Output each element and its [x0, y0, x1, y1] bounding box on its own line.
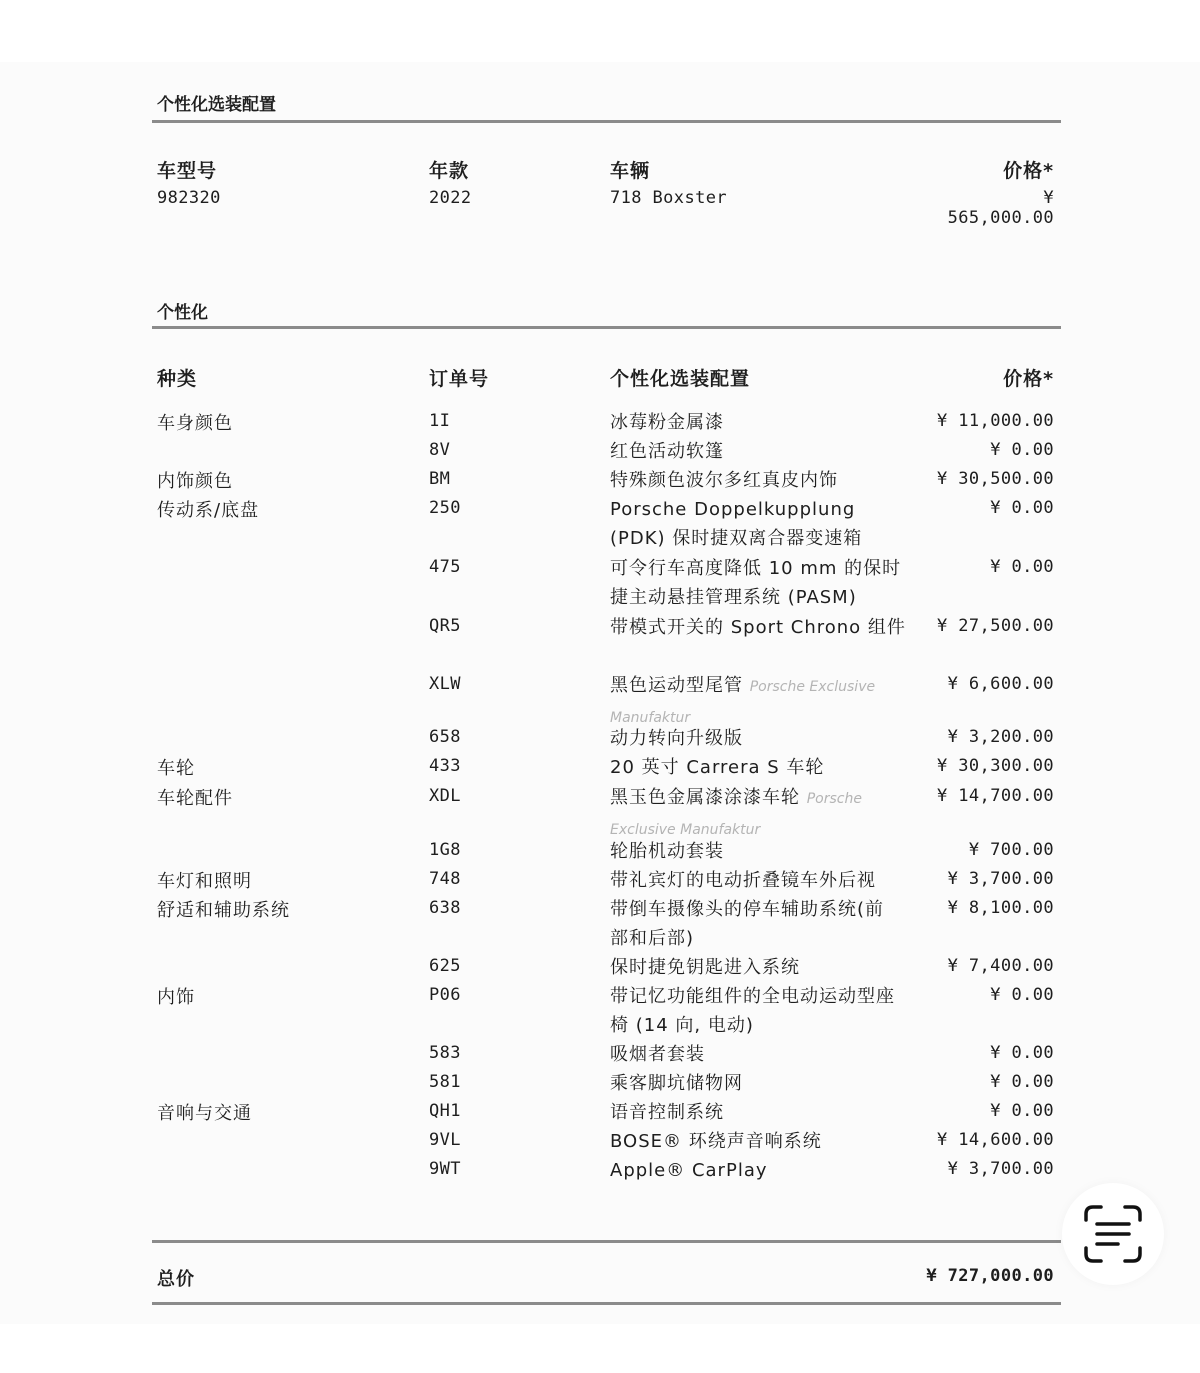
row-price: ¥ 0.00	[990, 498, 1054, 518]
row-desc: 可令行车高度降低 10 mm 的保时捷主动悬挂管理系统 (PASM)	[610, 558, 902, 608]
row-price: ¥ 27,500.00	[937, 616, 1054, 636]
row-desc: 带礼宾灯的电动折叠镜车外后视	[610, 870, 876, 891]
row-price: ¥ 11,000.00	[937, 411, 1054, 431]
row-code: P06	[429, 985, 461, 1005]
row-price: ¥ 0.00	[990, 440, 1054, 460]
row-price: ¥ 3,700.00	[947, 869, 1054, 889]
row-desc: 动力转向升级版	[610, 728, 743, 749]
scan-text-icon	[1062, 1183, 1164, 1285]
row-price: ¥ 7,400.00	[947, 956, 1054, 976]
model-year-value: 2022	[429, 188, 472, 208]
row-desc: 保时捷免钥匙进入系统	[610, 957, 800, 978]
row-desc: Porsche Doppelkupplung (PDK) 保时捷双离合器变速箱	[610, 499, 863, 549]
row-code: 433	[429, 756, 461, 776]
row-price: ¥ 0.00	[990, 1043, 1054, 1063]
row-desc	[610, 783, 900, 845]
base-price-amount: 565,000.00	[947, 208, 1054, 228]
row-code: 658	[429, 727, 461, 747]
header-category: 种类	[157, 368, 198, 390]
row-desc: 带倒车摄像头的停车辅助系统(前部和后部)	[610, 899, 885, 949]
manufaktur-note: Porsche Exclusive Manufaktur	[610, 791, 862, 838]
divider	[152, 1240, 1061, 1243]
row-category: 车轮配件	[157, 788, 233, 809]
row-desc: 特殊颜色波尔多红真皮内饰	[610, 470, 838, 491]
row-price: ¥ 14,600.00	[937, 1130, 1054, 1150]
header-model-year: 年款	[429, 160, 470, 182]
row-desc: 红色活动软篷	[610, 441, 724, 462]
row-code: 250	[429, 498, 461, 518]
scan-text-button[interactable]	[1062, 1183, 1164, 1285]
section-title-config: 个性化选装配置	[157, 95, 276, 115]
row-category: 传动系/底盘	[157, 500, 260, 521]
row-desc: 冰莓粉金属漆	[610, 412, 724, 433]
row-price: ¥ 0.00	[990, 557, 1054, 577]
row-price: ¥ 3,200.00	[947, 727, 1054, 747]
row-price: ¥ 0.00	[990, 1101, 1054, 1121]
row-desc: Apple® CarPlay	[610, 1160, 768, 1181]
model-code-value: 982320	[157, 188, 221, 208]
row-price: ¥ 3,700.00	[947, 1159, 1054, 1179]
divider	[152, 120, 1061, 123]
row-code: QH1	[429, 1101, 461, 1121]
header-vehicle: 车辆	[610, 160, 651, 182]
row-code: 9WT	[429, 1159, 461, 1179]
row-desc: 语音控制系统	[610, 1102, 724, 1123]
base-price-currency: ¥	[1043, 188, 1054, 208]
row-code: 638	[429, 898, 461, 918]
row-category: 车轮	[157, 758, 195, 779]
row-category: 车身颜色	[157, 413, 233, 434]
row-desc: 带记忆功能组件的全电动运动型座椅 (14 向, 电动)	[610, 986, 895, 1036]
total-label: 总价	[157, 1269, 195, 1290]
row-price: ¥ 0.00	[990, 1072, 1054, 1092]
row-category: 音响与交通	[157, 1103, 252, 1124]
row-code: 475	[429, 557, 461, 577]
divider	[152, 326, 1061, 329]
header-order-no: 订单号	[429, 368, 490, 390]
manufaktur-note: Porsche Exclusive Manufaktur	[610, 679, 876, 726]
row-code: 748	[429, 869, 461, 889]
row-price: ¥ 8,100.00	[947, 898, 1054, 918]
row-code: 9VL	[429, 1130, 461, 1150]
header-price: 价格*	[1003, 160, 1054, 182]
row-code: 625	[429, 956, 461, 976]
row-category: 舒适和辅助系统	[157, 900, 290, 921]
header-model-code: 车型号	[157, 160, 218, 182]
header-price: 价格*	[1003, 368, 1054, 390]
row-price: ¥ 30,500.00	[937, 469, 1054, 489]
vehicle-value: 718 Boxster	[610, 188, 727, 208]
row-category: 车灯和照明	[157, 871, 252, 892]
row-category: 内饰	[157, 987, 195, 1008]
row-code: 8V	[429, 440, 451, 460]
section-title-personalization: 个性化	[157, 303, 208, 323]
row-desc: 吸烟者套装	[610, 1044, 705, 1065]
row-desc-text: 黑玉色金属漆涂漆车轮	[610, 787, 800, 808]
row-desc: 带模式开关的 Sport Chrono 组件	[610, 617, 906, 638]
row-price: ¥ 700.00	[968, 840, 1054, 860]
row-desc-text: 黑色运动型尾管	[610, 675, 743, 696]
row-desc: 乘客脚坑储物网	[610, 1073, 743, 1094]
row-desc: BOSE® 环绕声音响系统	[610, 1131, 822, 1152]
row-code: 583	[429, 1043, 461, 1063]
row-code: QR5	[429, 616, 461, 636]
divider	[152, 1302, 1061, 1305]
row-desc: 轮胎机动套装	[610, 841, 724, 862]
row-price: ¥ 6,600.00	[947, 674, 1054, 694]
row-price: ¥ 14,700.00	[937, 786, 1054, 806]
row-desc: 20 英寸 Carrera S 车轮	[610, 757, 825, 778]
row-code: XLW	[429, 674, 461, 694]
total-value: ¥ 727,000.00	[926, 1266, 1054, 1286]
row-code: XDL	[429, 786, 461, 806]
row-code: 1G8	[429, 840, 461, 860]
row-code: BM	[429, 469, 451, 489]
header-config: 个性化选装配置	[610, 368, 751, 390]
row-category: 内饰颜色	[157, 471, 233, 492]
row-price: ¥ 0.00	[990, 985, 1054, 1005]
row-code: 581	[429, 1072, 461, 1092]
row-price: ¥ 30,300.00	[937, 756, 1054, 776]
row-code: 1I	[429, 411, 451, 431]
